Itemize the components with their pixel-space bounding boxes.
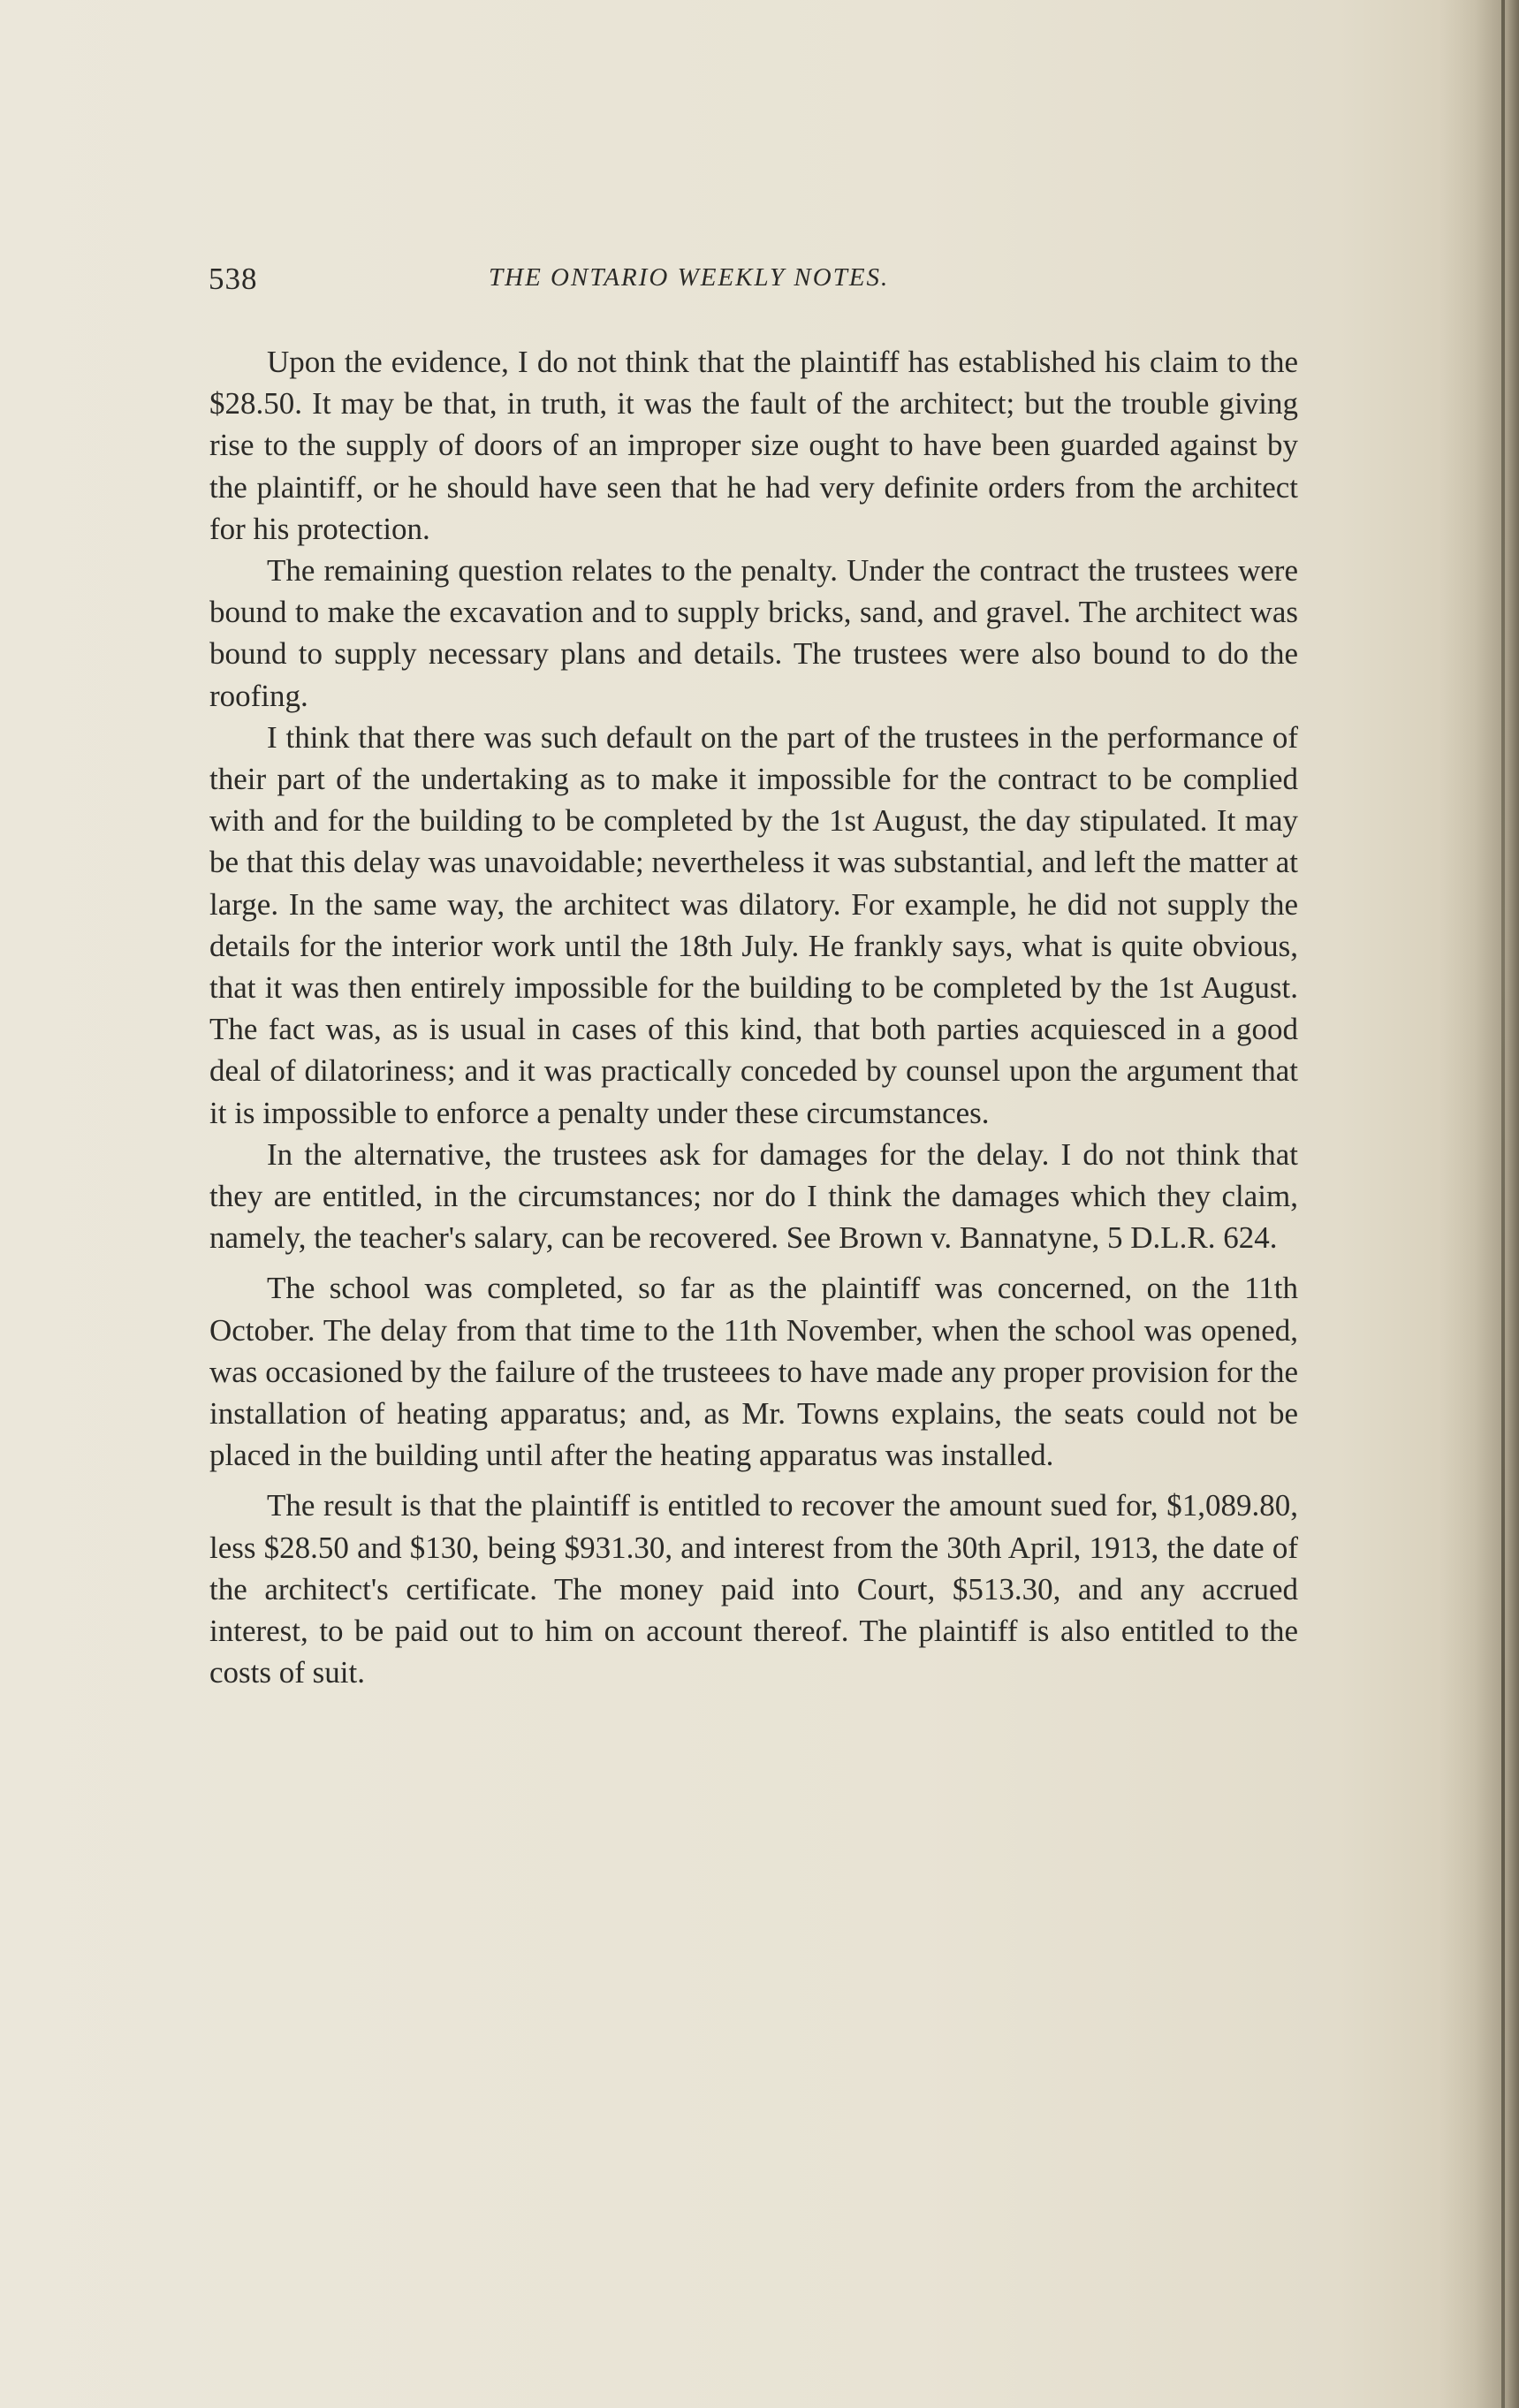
paragraph-evidence: Upon the evidence, I do not think that the plaintiff has established his claim to the $28.50. It may be that, in truth, it was the fault of the architect; but the trouble giving rise to the supply of doors of an improper size ought to have been guarded against by the plaintiff, or he should have seen that he had very definite orders from the architect for his protection. xyxy=(209,345,1298,546)
paragraph-penalty: The remaining question relates to the penalty. Under the contract the trustees were bound to make the excavation and to supply bricks, sand, and gravel. The architect was bound to supply necessary plans and details. The trustees were also bound to do the roofing. xyxy=(209,553,1298,713)
paragraph-default: I think that there was such default on the part of the trustees in the performance of their part of the undertaking as to make it impossible for the contract to be complied with and for the building to be completed by the 1st August, the day stipulated. It may be that this delay was unavoidable; nevertheless it was substantial, and left the matter at large. In the same way, the architect was dilatory. For example, he did not supply the details for the interior work until the 18th July. He frankly says, what is quite obvious, that it was then entirely impossible for the building to be completed by the 1st August. The fact was, as is usual in cases of this kind, that both parties acquiesced in a good deal of dilatoriness; and it was practically conceded by counsel upon the argument that it is impossible to enforce a penalty under these circumstances. xyxy=(209,719,1298,1130)
paragraph-gap xyxy=(209,1476,1298,1485)
journal-title: THE ONTARIO WEEKLY NOTES. xyxy=(489,263,890,292)
spine-shadow xyxy=(1439,0,1519,2408)
paragraph-gap xyxy=(209,1258,1298,1267)
paragraph-damages: In the alternative, the trustees ask for damages for the delay. I do not think that they are entitled, in the circumstances; nor do I think the damages which they claim, namely, the teacher's salary, can be recovered. See Brown v. Bannatyne, 5 D.L.R. 624. xyxy=(209,1136,1298,1256)
body-text xyxy=(209,341,1298,1694)
running-head xyxy=(209,262,1310,304)
paragraph-result: The result is that the plaintiff is entitled to recover the amount sued for, $1,089.80, less $28.50 and $130, being $931.30, and interest from the 30th April, 1913, the date of the architect's certificate. The money paid into Court, $513.30, and any accrued interest, to be paid out to him on account thereof. The plaintiff is also entitled to the costs of suit. xyxy=(209,1488,1298,1690)
spine-edge xyxy=(1501,0,1505,2408)
paragraph-completion: The school was completed, so far as the plaintiff was concerned, on the 11th October. The delay from that time to the 11th November, when the school was opened, was occasioned by the failure of the trusteees to have made any proper provision for the installation of heating apparatus; and, as Mr. Towns explains, the seats could not be placed in the building until after the heating apparatus was installed. xyxy=(209,1271,1298,1473)
page-number: 538 xyxy=(209,262,258,296)
